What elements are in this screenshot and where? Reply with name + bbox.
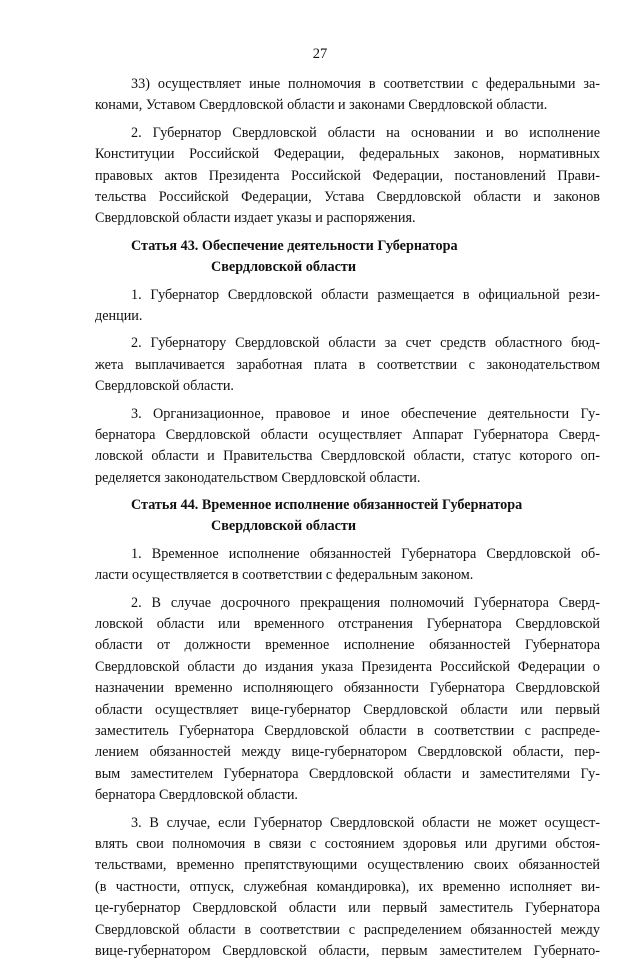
paragraph <box>95 333 600 397</box>
paragraph <box>95 285 600 328</box>
text-line: Свердловской области. <box>95 378 234 395</box>
text-line: тельства Российской Федерации, Устава Свердловской области и законов <box>95 188 600 205</box>
text-line: области от должности временное исполнение обязанностей Губернатора <box>95 637 600 654</box>
text-line: 1. Губернатор Свердловской области размещается в официальной рези- <box>131 286 600 303</box>
text-line: вице-губернатором Свердловской области, первым заместителем Губернато- <box>95 942 600 959</box>
text-line: правовых актов Президента Российской Федерации, постановлений Прави- <box>95 167 600 184</box>
text-line: области осуществляет вице-губернатор Свердловской области или первый <box>95 701 600 718</box>
text-line: 2. Губернатору Свердловской области за счет средств областного бюд- <box>131 335 600 352</box>
article-43-body <box>95 285 600 490</box>
article-44-body <box>95 544 600 962</box>
text-line: вым заместителем Губернатора Свердловской области и заместителями Гу- <box>95 765 600 782</box>
text-line: Конституции Российской Федерации, федеральных законов, нормативных <box>95 146 600 163</box>
text-line: бернатора Свердловской области осуществляет Аппарат Губернатора Сверд- <box>95 426 600 443</box>
text-line: конами, Уставом Свердловской области и законами Свердловской области. <box>95 97 548 114</box>
paragraph <box>95 813 600 963</box>
text-line: 33) осуществляет иные полномочия в соответствии с федеральными за- <box>131 76 600 92</box>
text-line: 3. Организационное, правовое и иное обеспечение деятельности Гу- <box>131 405 600 422</box>
text-line: заместитель Губернатора Свердловской области в соответствии с распреде- <box>95 723 600 739</box>
paragraph <box>95 544 600 587</box>
page-number: 27 <box>312 46 328 62</box>
text-line: ловской области или временного отстранения Губернатора Свердловской <box>95 616 600 633</box>
document-body <box>95 74 600 968</box>
text-line: бернатора Свердловской области. <box>95 787 298 804</box>
text-line: 2. Губернатор Свердловской области на основании и во исполнение <box>131 124 600 141</box>
text-line: це-губернатор Свердловской области или первый заместитель Губернатора <box>95 900 600 917</box>
text-line: ловской области и Правительства Свердловской области, статус которого оп- <box>95 448 600 465</box>
article-43-heading <box>95 236 600 279</box>
article-44-heading-line1: Статья 44. Временное исполнение обязанностей Губернатора <box>131 497 523 514</box>
paragraphs-before <box>95 74 600 230</box>
text-line: 2. В случае досрочного прекращения полномочий Губернатора Сверд- <box>131 594 600 611</box>
article-43-heading-line1: Статья 43. Обеспечение деятельности Губернатора <box>131 237 458 254</box>
text-line: Свердловской области издает указы и распоряжения. <box>95 210 416 227</box>
text-line: тельствами, временно препятствующими осуществлению своих обязанностей <box>95 857 600 874</box>
text-line: жета выплачивается заработная плата в соответствии с законодательством <box>95 356 600 373</box>
text-line: Свердловской области до издания указа Президента Российской Федерации о <box>95 658 600 675</box>
text-line: (в частности, отпуск, служебная командировка), их временно исполняет ви- <box>95 878 600 895</box>
text-line: назначении временно исполняющего обязанности Губернатора Свердловской <box>95 680 600 697</box>
text-line: ласти осуществляется в соответствии с федеральным законом. <box>95 567 474 584</box>
article-43-heading-line2: Свердловской области <box>211 259 357 276</box>
text-line: влять свои полномочия в связи с состоянием здоровья или другими обстоя- <box>95 835 600 852</box>
text-line: Свердловской области в соответствии с распределением обязанностей между <box>95 921 600 938</box>
paragraph <box>95 404 600 490</box>
article-44-heading-line2: Свердловской области <box>211 518 357 535</box>
text-line: 1. Временное исполнение обязанностей Губернатора Свердловской об- <box>131 545 600 562</box>
text-line: денции. <box>95 307 143 324</box>
paragraph <box>95 593 600 807</box>
text-line: ределяется законодательством Свердловской области. <box>95 469 421 486</box>
text-line: лением обязанностей между вице-губернатором Свердловской области, пер- <box>95 744 600 761</box>
text-line: 3. В случае, если Губернатор Свердловской области не может осущест- <box>131 814 600 831</box>
paragraph <box>95 123 600 230</box>
paragraph <box>95 74 600 117</box>
article-44-heading <box>95 495 600 538</box>
